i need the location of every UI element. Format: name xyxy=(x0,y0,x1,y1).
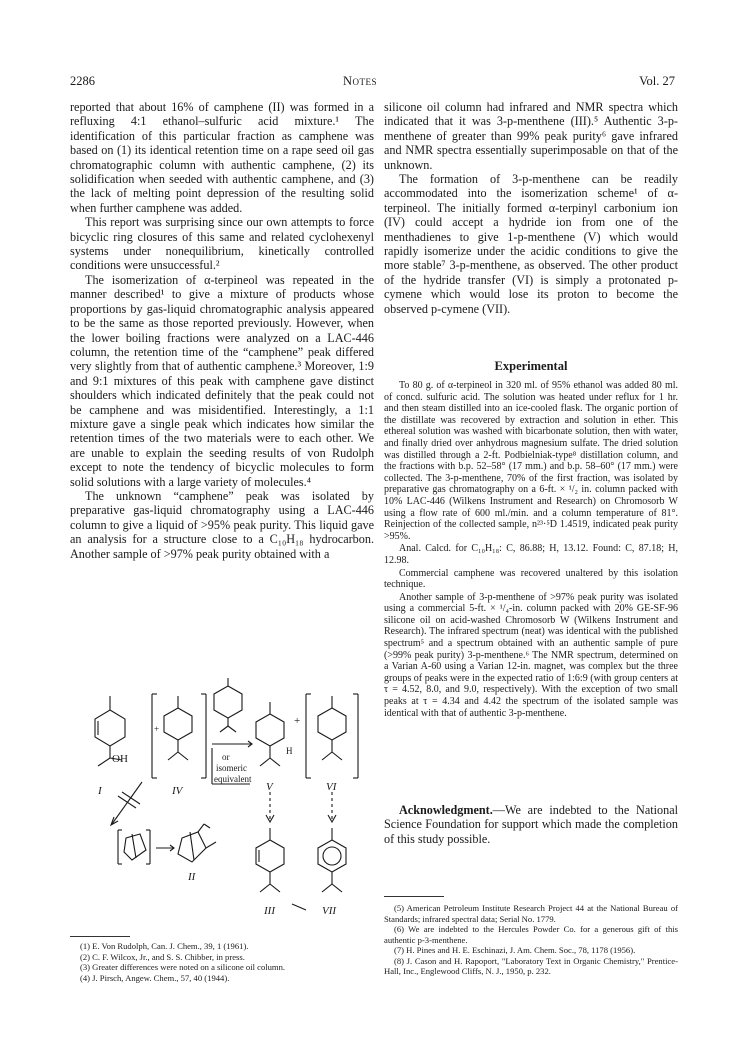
paragraph: Another sample of 3-p-menthene of >97% peak purity was isolated using a commercial 5-ft. × ¹/₄-in. column packed with 20% GE-SF-96 silicone oil on acid-washed Chromosorb W (Wilkens Instrument and Research). The infrared spectrum (neat) was identical with the published spectrum⁵ and a spectrum obtained with an authentic sample of pure (>99% peak purity) 3-p-menthene.⁶ The NMR spectrum, determined on a Varian A-60 using a Varian 12-in. magnet, was complex but the three groups of peaks were in the expected ratio of 1:6:9 (with group centers at τ = 4.52, 8.0, and 9.0, respectively). With the exception of two small peaks at τ = 4.34 and 4.42 the spectrum of the isolated sample was identical with that of authentic 3-p-menthene. xyxy=(384,591,678,719)
paragraph: The unknown “camphene” peak was isolated by preparative gas-liquid chromatography using a LAC-446 column to give a liquid of >95% peak purity. This liquid gave an analysis for a structure close to a C₁₀H₁₈ hydrocarbon. Another sample of >97% peak purity obtained with a xyxy=(70,488,374,561)
paragraph: Anal. Calcd. for C₁₀H₁₈: C, 86.88; H, 13.12. Found: C, 87.18; H, 12.98. xyxy=(384,543,678,566)
isomeric-label: isomeric xyxy=(216,763,247,773)
paragraph: Commercial camphene was recovered unaltered by this isolation technique. xyxy=(384,567,678,591)
paragraph: To 80 g. of α-terpineol in 320 ml. of 95% ethanol was added 80 ml. of concd. sulfuric acid. The solution was heated under reflux for 1 hr. and then steam distilled into an ice-cooled flask. The organic portion of the distillate was recovered by extraction and solution in ether. This ethereal solution was washed with bicarbonate solution, then with water, and finally dried over anhydrous magnesium sulfate. The dried solution was distilled through a 2-ft. Podbielniak-type⁸ distillation column, and the fractions with b.p. 52–58° (17 mm.) and b.p. 58–60° (17 mm.) were collected. The 3-p-menthene, 70% of the first fraction, was isolated by preparative gas chromatography on a 6-ft. × ¹/₂ in. column packed with 10% LAC-446 (Wilkens Instrument and Research) on Chromosorb W using a flow rate of 600 ml./min. and a column temperature of 81°. Reinjection of the collected sample, n²³·⁵D 1.4519, indicated peak purity >95%. xyxy=(384,380,678,542)
structure-III xyxy=(256,828,284,892)
paragraph: The isomerization of α-terpineol was repeated in the manner described¹ to give a mixture of products whose proportions by gas-liquid chromatographic analysis appeared to be the same as those reported previously. However, when the lower boiling fractions were analyzed on a LAC-446 column, the retention time of the “camphene” peak differed very slightly from that of authentic camphene.³ Moreover, 1:9 and 9:1 mixtures of this peak with camphene gave distinct shoulders which indicated definitely that the peak could not be camphene and was misidentified. Interestingly, a 1:1 mixture gave a single peak which indicates how similar the retention times of the two materials were to each other. We are unable to explain the seeding results of von Rudolph except to note the tendency of bicyclic molecules to form solid solutions with a large variety of molecules.⁴ xyxy=(70,272,374,489)
plus-sign: + xyxy=(294,715,301,727)
acknowledgment xyxy=(384,803,678,846)
label-VII: VII xyxy=(322,905,337,917)
experimental-section xyxy=(384,380,678,720)
oh-label: OH xyxy=(112,753,128,765)
acknowledgment-text: —We are indebted to the National Science Foundation for support which made the completion of this study possible. xyxy=(384,803,678,846)
paragraph: silicone oil column had infrared and NMR spectra which indicated that it was 3-p-menthene (III).⁵ Authentic 3-p-menthene of greater than 99% peak purity⁶ gave infrared and NMR spectra essentially superimposable on that of the unknown. xyxy=(384,100,678,172)
equivalent-label: equivalent xyxy=(214,774,252,784)
footnote: (5) American Petroleum Institute Research Project 44 at the National Bureau of Standards; infrared spectral data; Serial No. 1779. xyxy=(384,903,678,924)
paragraph: This report was surprising since our own attempts to force bicyclic ring closures of this same and related cyclohexenyl systems under nonequilibrium, kinetically controlled conditions were unsuccessful.² xyxy=(70,215,374,273)
structure-VI xyxy=(306,694,358,778)
footnote: (2) C. F. Wilcox, Jr., and S. S. Chibber, in press. xyxy=(80,951,245,962)
experimental-heading: Experimental xyxy=(494,359,568,373)
label-III: III xyxy=(264,905,275,917)
left-column xyxy=(70,100,374,561)
footnotes-left xyxy=(70,941,374,983)
section-header: Notes xyxy=(343,74,378,88)
h-label: H xyxy=(286,746,293,756)
footnote-rule xyxy=(384,896,444,897)
label-I: I xyxy=(98,785,102,797)
footnote: (1) E. Von Rudolph, Can. J. Chem., 39, 1 (1961). xyxy=(80,941,249,951)
structure-IV xyxy=(152,694,206,778)
label-IV: IV xyxy=(172,785,183,797)
footnote: (8) J. Cason and H. Rapoport, "Laboratory Text in Organic Chemistry," Prentice-Hall, Inc., Englewood Cliffs, N. J., 1950, p. 232. xyxy=(384,955,678,976)
reaction-scheme xyxy=(70,672,390,922)
or-label: or xyxy=(222,752,230,762)
page-number: 2286 xyxy=(70,74,95,88)
structure-V xyxy=(256,702,284,766)
footnote: (4) J. Pirsch, Angew. Chem., 57, 40 (1944). xyxy=(80,972,230,983)
label-VI: VI xyxy=(326,781,337,793)
footnotes-right xyxy=(384,903,678,977)
right-column xyxy=(384,100,678,316)
paragraph: The formation of 3-p-menthene can be readily accommodated into the isomerization scheme¹ of α-terpineol. The initially formed α-terpinyl carbonium ion (IV) could accept a hydride ion from one of the menthadienes to give 1-p-menthene (V) which would rapidly isomerize under the acidic conditions to give the more stable⁷ 3-p-menthene, as observed. The other product of the hydride transfer (VI) is simply a protonated p-cymene which would lose its proton to become the observed p-cymene (VII). xyxy=(384,172,678,316)
plus-sign: + xyxy=(154,724,160,734)
footnote-rule xyxy=(70,936,130,937)
label-II: II xyxy=(188,871,196,883)
volume-label: Vol. 27 xyxy=(639,74,675,88)
label-V: V xyxy=(266,781,273,793)
acknowledgment-heading: Acknowledgment. xyxy=(399,803,493,817)
paragraph: reported that about 16% of camphene (II) was formed in a refluxing 4:1 ethanol–sulfuric acid mixture.¹ The identification of this particular fraction as camphene was based on (1) its identical retention time on a rape seed oil gas chromatographic column with authentic camphene, (2) its solidification when seeded with authentic camphene, and (3) the lack of melting point depression of the resulting solid when further camphene was added. xyxy=(70,100,374,215)
footnote: (7) H. Pines and H. E. Eschinazi, J. Am. Chem. Soc., 78, 1178 (1956). xyxy=(394,945,636,955)
footnote: (6) We are indebted to the Hercules Powder Co. for a generous gift of this authentic p-3-menthene. xyxy=(384,924,678,945)
structure-VII xyxy=(318,828,346,892)
footnote: (3) Greater differences were noted on a silicone oil column. xyxy=(80,962,286,972)
